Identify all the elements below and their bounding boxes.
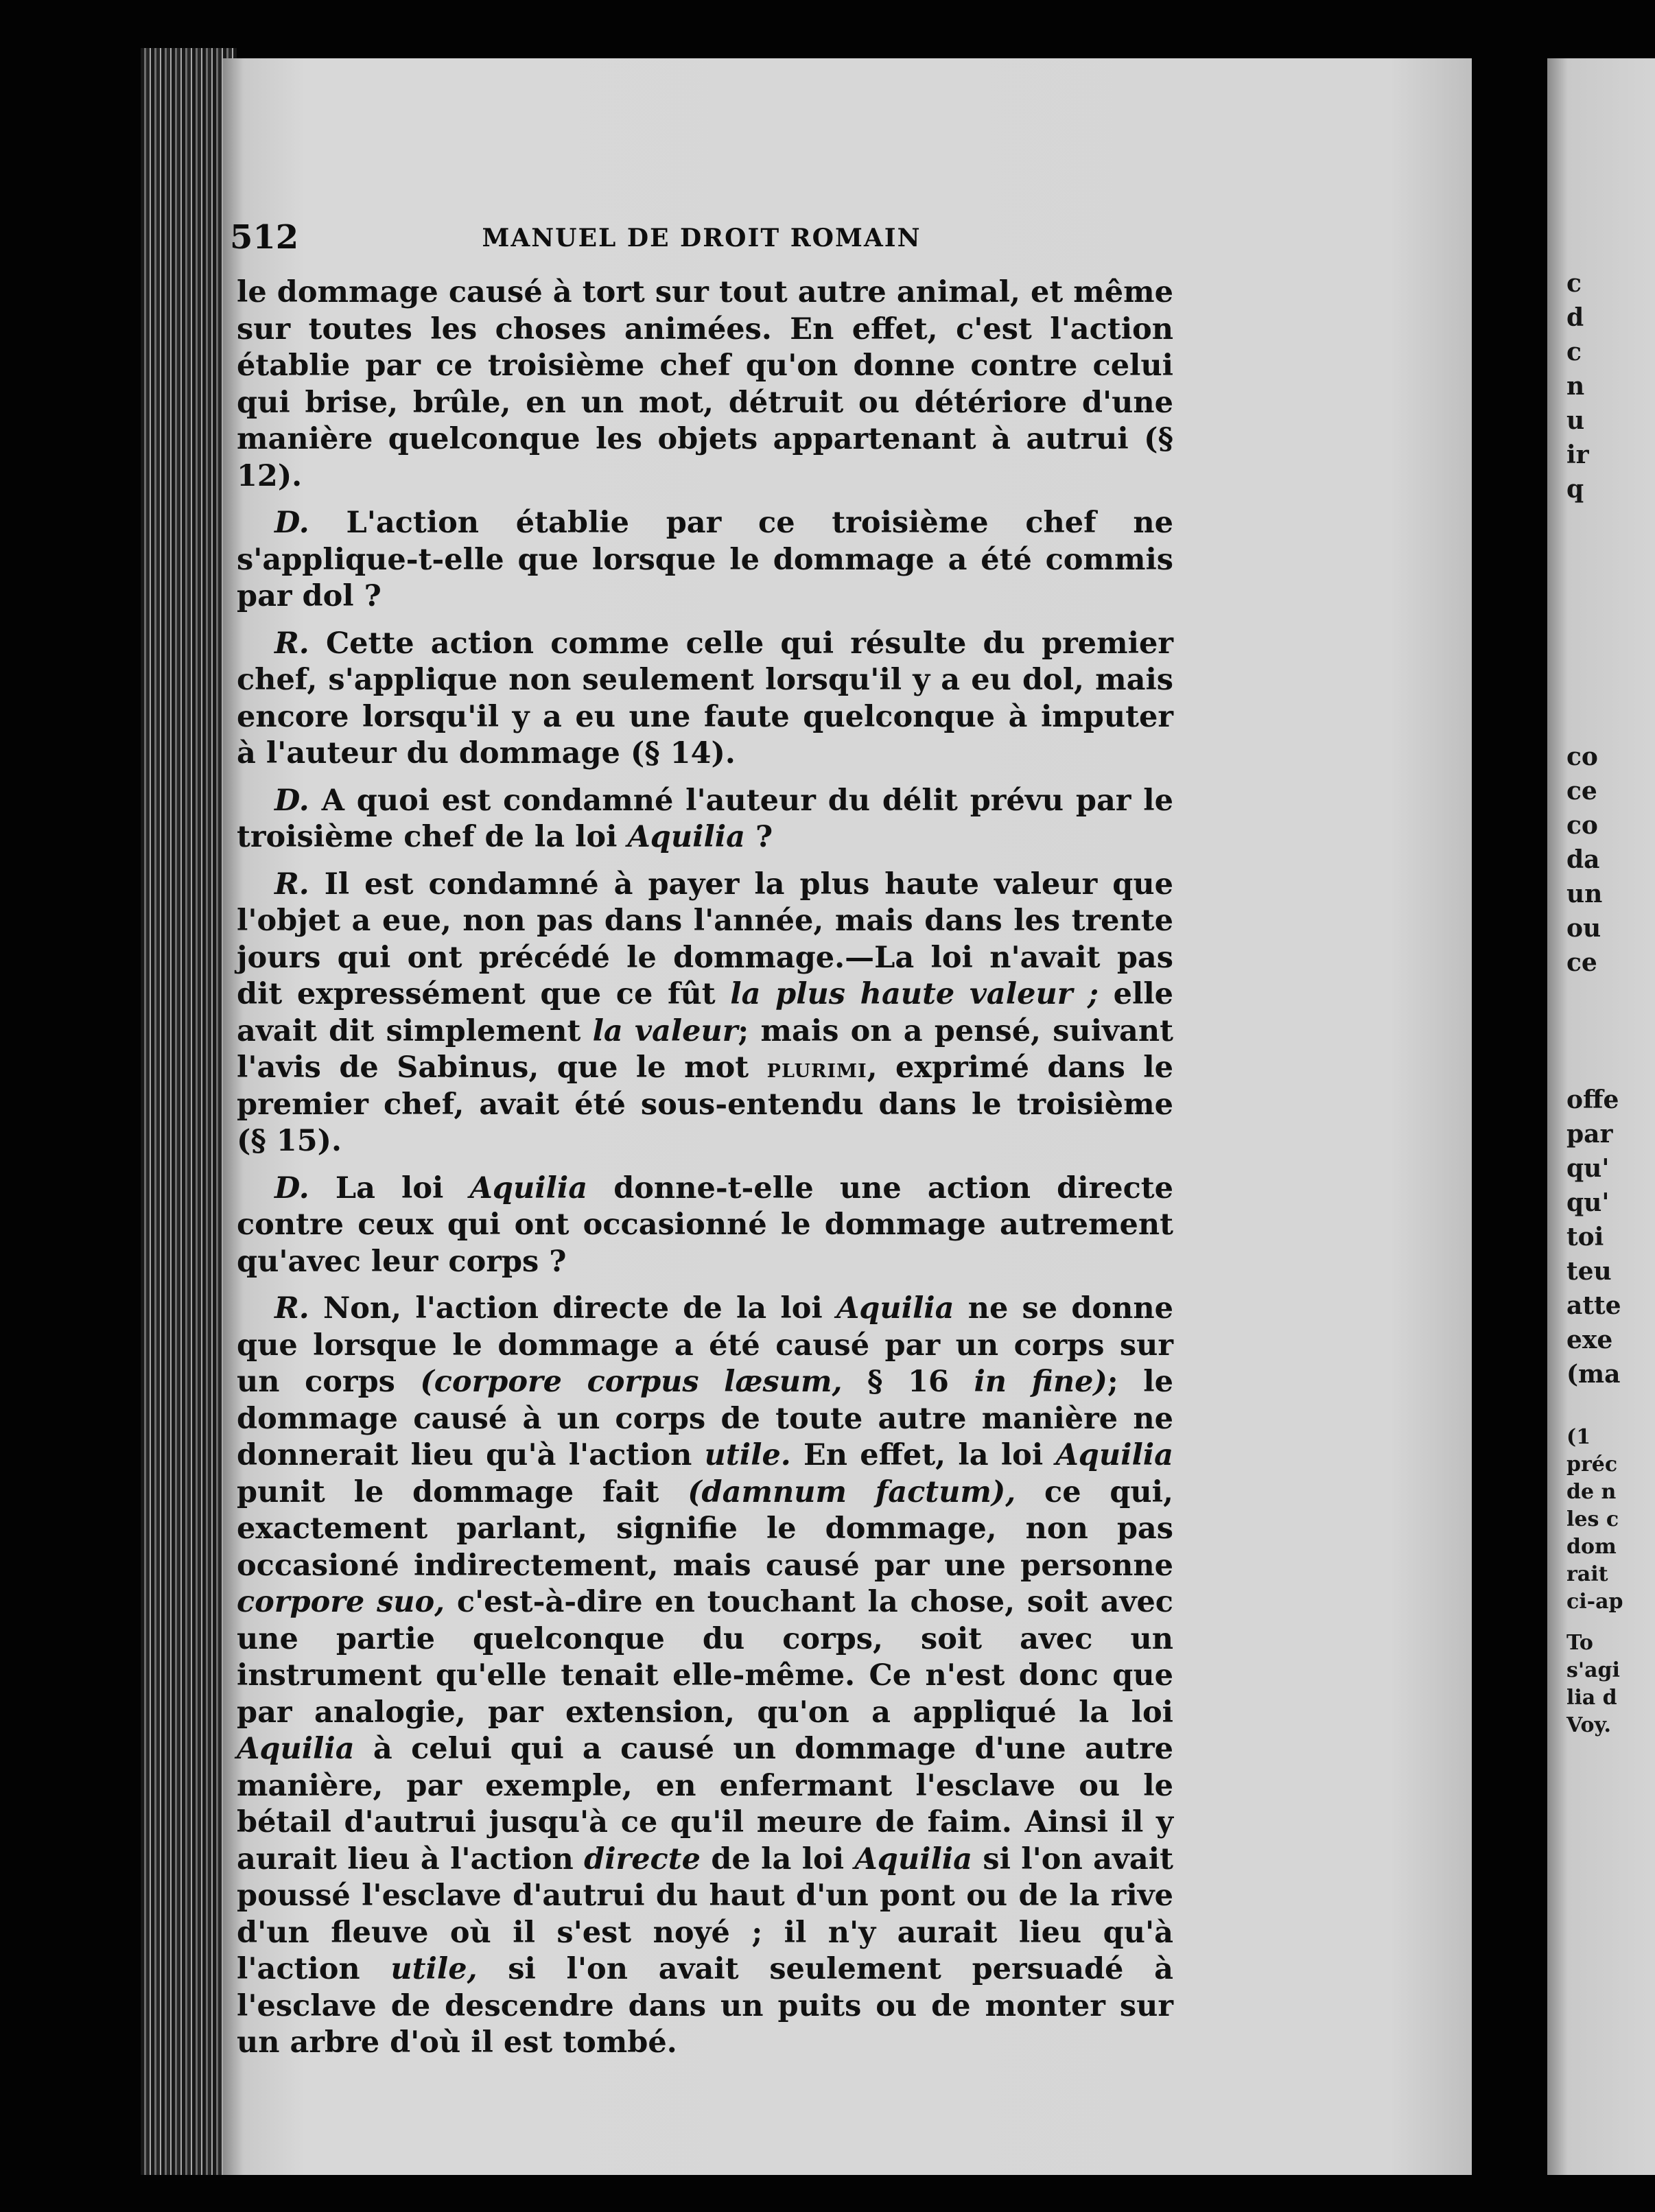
question-paragraph: D. L'action établie par ce troisième chef ne s'applique-t-elle que lorsque le dommage a été commis par dol ? xyxy=(237,506,1173,613)
facing-page-fragment: (ma xyxy=(1566,1360,1621,1389)
facing-page-fragment: (1 xyxy=(1566,1425,1591,1449)
question-paragraph: D. A quoi est condamné l'auteur du délit prévu par le troisième chef de la loi Aquilia ? xyxy=(237,783,1173,854)
facing-page-fragment: toi xyxy=(1566,1223,1604,1251)
facing-page-fragment: ce xyxy=(1566,777,1597,805)
facing-page-fragment: c xyxy=(1566,269,1582,298)
facing-page-fragment: par xyxy=(1566,1120,1613,1149)
answer-paragraph: R. Il est condamné à payer la plus haute valeur que l'objet a eue, non pas dans l'année, mais dans les trente jours qui ont précédé le dommage.—La loi n'avait pas dit expressément que ce fût la plus haute valeur ; elle avait dit simplement la valeur; mais on a pensé, suivant l'avis de Sabinus, que le mot plurimi, exprimé dans le premier chef, avait été sous-entendu dans le troisième (§ 15). xyxy=(237,867,1174,1158)
facing-page-fragment: co xyxy=(1566,811,1598,840)
facing-page-fragment: c xyxy=(1566,338,1582,366)
question-paragraph: D. La loi Aquilia donne-t-elle une action directe contre ceux qui ont occasionné le dommage autrement qu'avec leur corps ? xyxy=(237,1170,1173,1279)
answer-paragraph: R. Cette action comme celle qui résulte du premier chef, s'applique non seulement lorsqu'il y a eu dol, mais encore lorsqu'il y a eu une faute quelconque à imputer à l'auteur du dommage (§ 14). xyxy=(237,626,1173,770)
facing-page-fragment: offe xyxy=(1566,1085,1619,1114)
facing-page-fragment: ci-ap xyxy=(1566,1590,1623,1614)
facing-page-fragment: lia d xyxy=(1566,1686,1617,1710)
facing-page-fragment: n xyxy=(1566,372,1585,401)
page-body xyxy=(237,274,1173,2062)
facing-page-fragment: rait xyxy=(1566,1562,1608,1586)
speaker-label: R. xyxy=(274,867,309,902)
running-title: MANUEL DE DROIT ROMAIN xyxy=(482,224,922,252)
facing-page-fragment: les c xyxy=(1566,1507,1619,1531)
page-stack-edges xyxy=(141,48,237,2175)
facing-page-fragment: u xyxy=(1566,406,1585,435)
answer-paragraph: R. Non, l'action directe de la loi Aquilia ne se donne que lorsque le dommage a été causé par un corps sur un corps (corpore corpus læsum, § 16 in fine); le dommage causé à un corps de toute autre manière ne donnerait lieu qu'à l'action utile. En effet, la loi Aquilia punit le dommage fait (damnum factum), ce qui, exactement parlant, signifie le dommage, non pas occasioné indirectement, mais causé par une personne corpore suo, c'est-à-dire en touchant la chose, soit avec une partie quelconque du corps, soit avec un instrument qu'elle tenait elle-même. Ce n'est donc que par analogie, par extension, qu'on a appliqué la loi Aquilia à celui qui a causé un dommage d'une autre manière, par exemple, en enfermant l'esclave ou le bétail d'autrui jusqu'à ce qu'il meure de faim. Ainsi il y aurait lieu à l'action directe de la loi Aquilia si l'on avait poussé l'esclave d'autrui du haut d'un pont ou de la rive d'un fleuve où il s'est noyé ; il n'y aurait lieu qu'à l'action utile, si l'on avait seulement persuadé à l'esclave de descendre dans un puits ou de monter sur un arbre d'où il est tombé. xyxy=(237,1291,1173,2060)
facing-page-fragment: préc xyxy=(1566,1452,1618,1476)
facing-page-fragment: q xyxy=(1566,475,1584,504)
facing-page-fragment: To xyxy=(1566,1631,1593,1655)
facing-page-fragment: exe xyxy=(1566,1326,1613,1354)
page-header xyxy=(230,218,1173,259)
facing-page-fragment: d xyxy=(1566,303,1584,332)
facing-page-fragment: da xyxy=(1566,845,1600,874)
facing-page-fragment: s'agi xyxy=(1566,1658,1620,1682)
speaker-label: R. xyxy=(274,626,309,661)
facing-page-fragment: co xyxy=(1566,742,1598,771)
facing-page-fragment: qu' xyxy=(1566,1154,1610,1183)
facing-page-fragment: Voy. xyxy=(1566,1713,1611,1737)
facing-page-fragment: ir xyxy=(1566,440,1589,469)
facing-page-fragment: atte xyxy=(1566,1291,1621,1320)
facing-page-fragment: qu' xyxy=(1566,1188,1610,1217)
speaker-label: D. xyxy=(274,506,309,540)
speaker-label: D. xyxy=(274,783,309,818)
speaker-label: R. xyxy=(274,1291,309,1326)
facing-page-fragment: de n xyxy=(1566,1480,1617,1504)
facing-page-fragment: dom xyxy=(1566,1535,1617,1559)
facing-page-fragment: ce xyxy=(1566,948,1597,977)
speaker-label: D. xyxy=(274,1170,309,1205)
facing-page xyxy=(1547,58,1655,2175)
facing-page-fragment: teu xyxy=(1566,1257,1612,1286)
facing-page-fragment: un xyxy=(1566,880,1603,908)
facing-page-fragment: ou xyxy=(1566,914,1601,943)
paragraph: le dommage causé à tort sur tout autre animal, et même sur toutes les choses animées. En effet, c'est l'action établie par ce troisième chef qu'on donne contre celui qui brise, brûle, en un mot, détruit ou détériore d'une manière quelconque les objets appartenant à autrui (§ 12). xyxy=(237,275,1173,493)
page-number: 512 xyxy=(230,218,299,257)
